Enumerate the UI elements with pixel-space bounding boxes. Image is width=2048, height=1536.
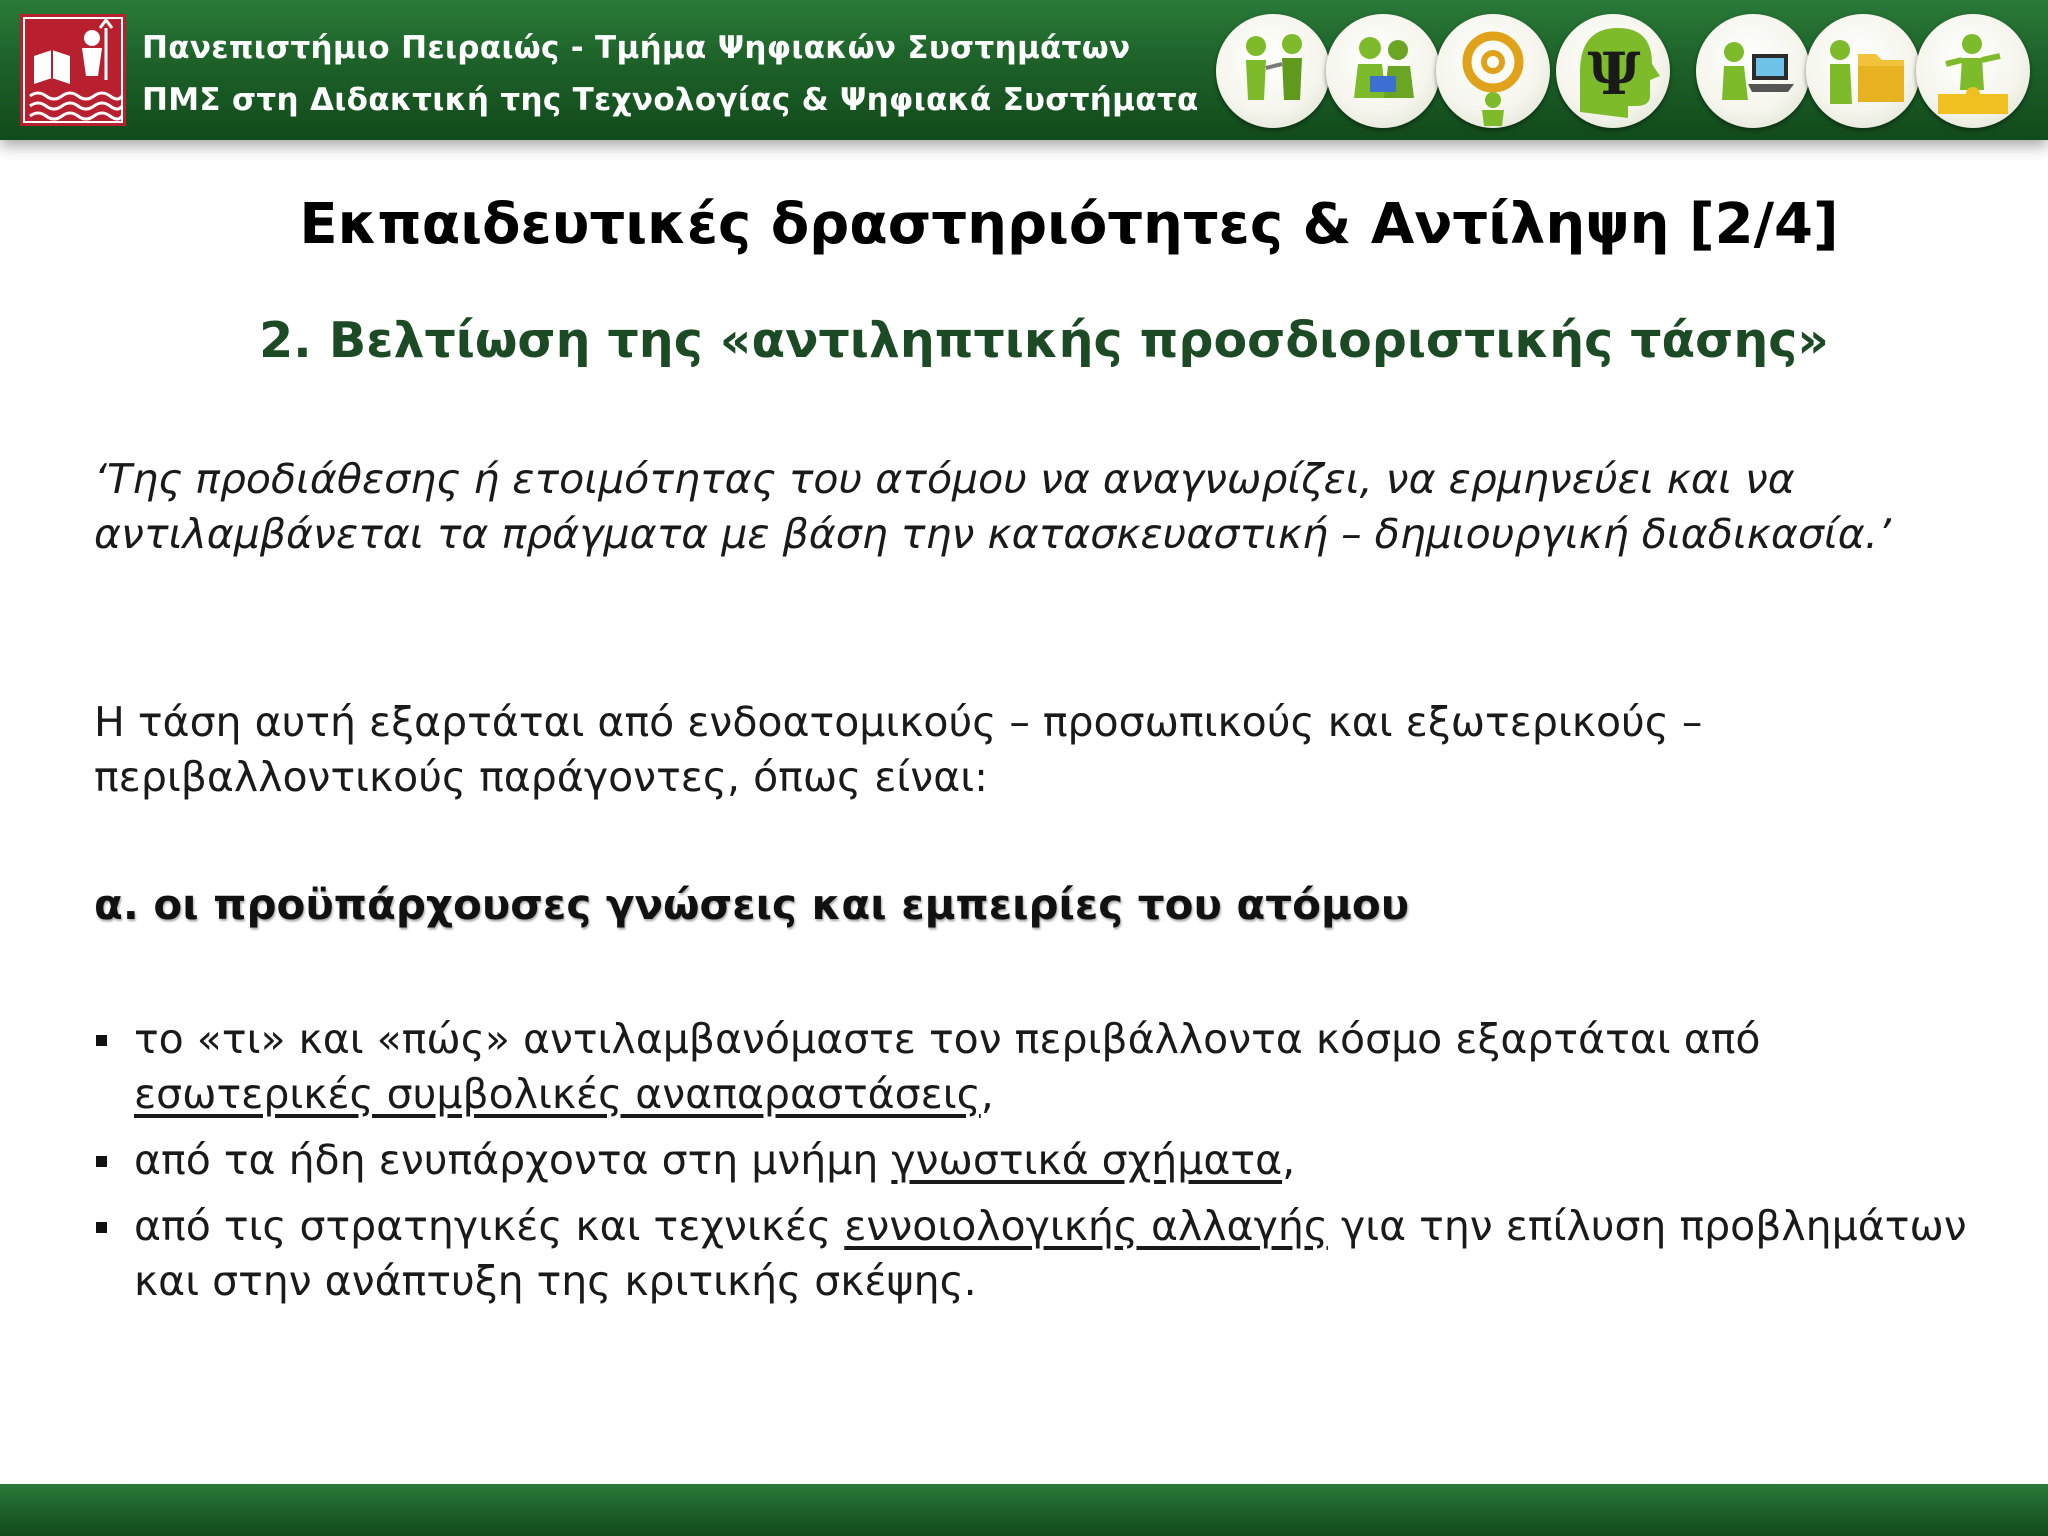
laptop-user-icon xyxy=(1696,14,1810,128)
email-at-icon xyxy=(1436,14,1550,128)
psi-head-icon xyxy=(1556,14,1670,128)
bullet-square-icon xyxy=(96,1222,107,1233)
people-reading-icon xyxy=(1326,14,1440,128)
bullet-text: για την επίλυση προβλημάτων και στην ανάπτυξη της κριτικής σκέψης. xyxy=(134,1202,1967,1305)
bullet-text: από τα ήδη ενυπάρχοντα στη μνήμη xyxy=(134,1136,892,1184)
bullet-square-icon xyxy=(96,1156,107,1167)
header-icon-strip xyxy=(1216,14,2040,128)
bullet-square-icon xyxy=(96,1035,107,1046)
list-item xyxy=(94,1133,1974,1188)
bullet-list xyxy=(94,1012,1974,1320)
bullet-underlined-term: εσωτερικές συμβολικές αναπαραστάσεις xyxy=(134,1070,981,1118)
footer-banner xyxy=(0,1484,2048,1536)
header-banner xyxy=(0,0,2048,140)
bullet-text: , xyxy=(1282,1136,1296,1184)
bullet-underlined-term: γνωστικά σχήματα xyxy=(891,1136,1283,1184)
list-item xyxy=(94,1199,1974,1309)
section-heading: α. οι προϋπάρχουσες γνώσεις και εμπειρίες του ατόμου xyxy=(94,880,1410,929)
list-item xyxy=(94,1012,1974,1122)
folder-user-icon xyxy=(1806,14,1920,128)
bullet-text: , xyxy=(980,1070,994,1118)
psi-symbol: Ψ xyxy=(1587,40,1641,108)
university-logo xyxy=(20,14,126,126)
bullet-text: το «τι» και «πώς» αντιλαμβανόμαστε τον περιβάλλοντα κόσμο εξαρτάται από xyxy=(134,1015,1761,1063)
bullet-text: από τις στρατηγικές και τεχνικές xyxy=(134,1202,845,1250)
puzzle-user-icon xyxy=(1916,14,2030,128)
slide-subtitle: 2. Βελτίωση της «αντιληπτικής προσδιοριστικής τάσης» xyxy=(259,312,1829,369)
people-talking-icon xyxy=(1216,14,1330,128)
bullet-underlined-term: εννοιολογικής αλλαγής xyxy=(844,1202,1328,1250)
definition-quote: ‘Της προδιάθεσης ή ετοιμότητας του ατόμου να αναγνωρίζει, να ερμηνεύει και να αντιλαμβάνεται τα πράγματα με βάση την κατασκευαστική – δημιουργική διαδικασία.’ xyxy=(94,455,1891,558)
slide-title: Εκπαιδευτικές δραστηριότητες & Αντίληψη [2/4] xyxy=(299,192,1839,257)
intro-paragraph: Η τάση αυτή εξαρτάται από ενδοατομικούς – προσωπικούς και εξωτερικούς – περιβαλλοντικούς παράγοντες, όπως είναι: xyxy=(94,698,1703,801)
header-program-name: ΠΜΣ στη Διδακτική της Τεχνολογίας & Ψηφιακά Συστήματα xyxy=(142,82,1199,118)
header-university-name: Πανεπιστήμιο Πειραιώς - Τμήμα Ψηφιακών Συστημάτων xyxy=(142,30,1131,66)
